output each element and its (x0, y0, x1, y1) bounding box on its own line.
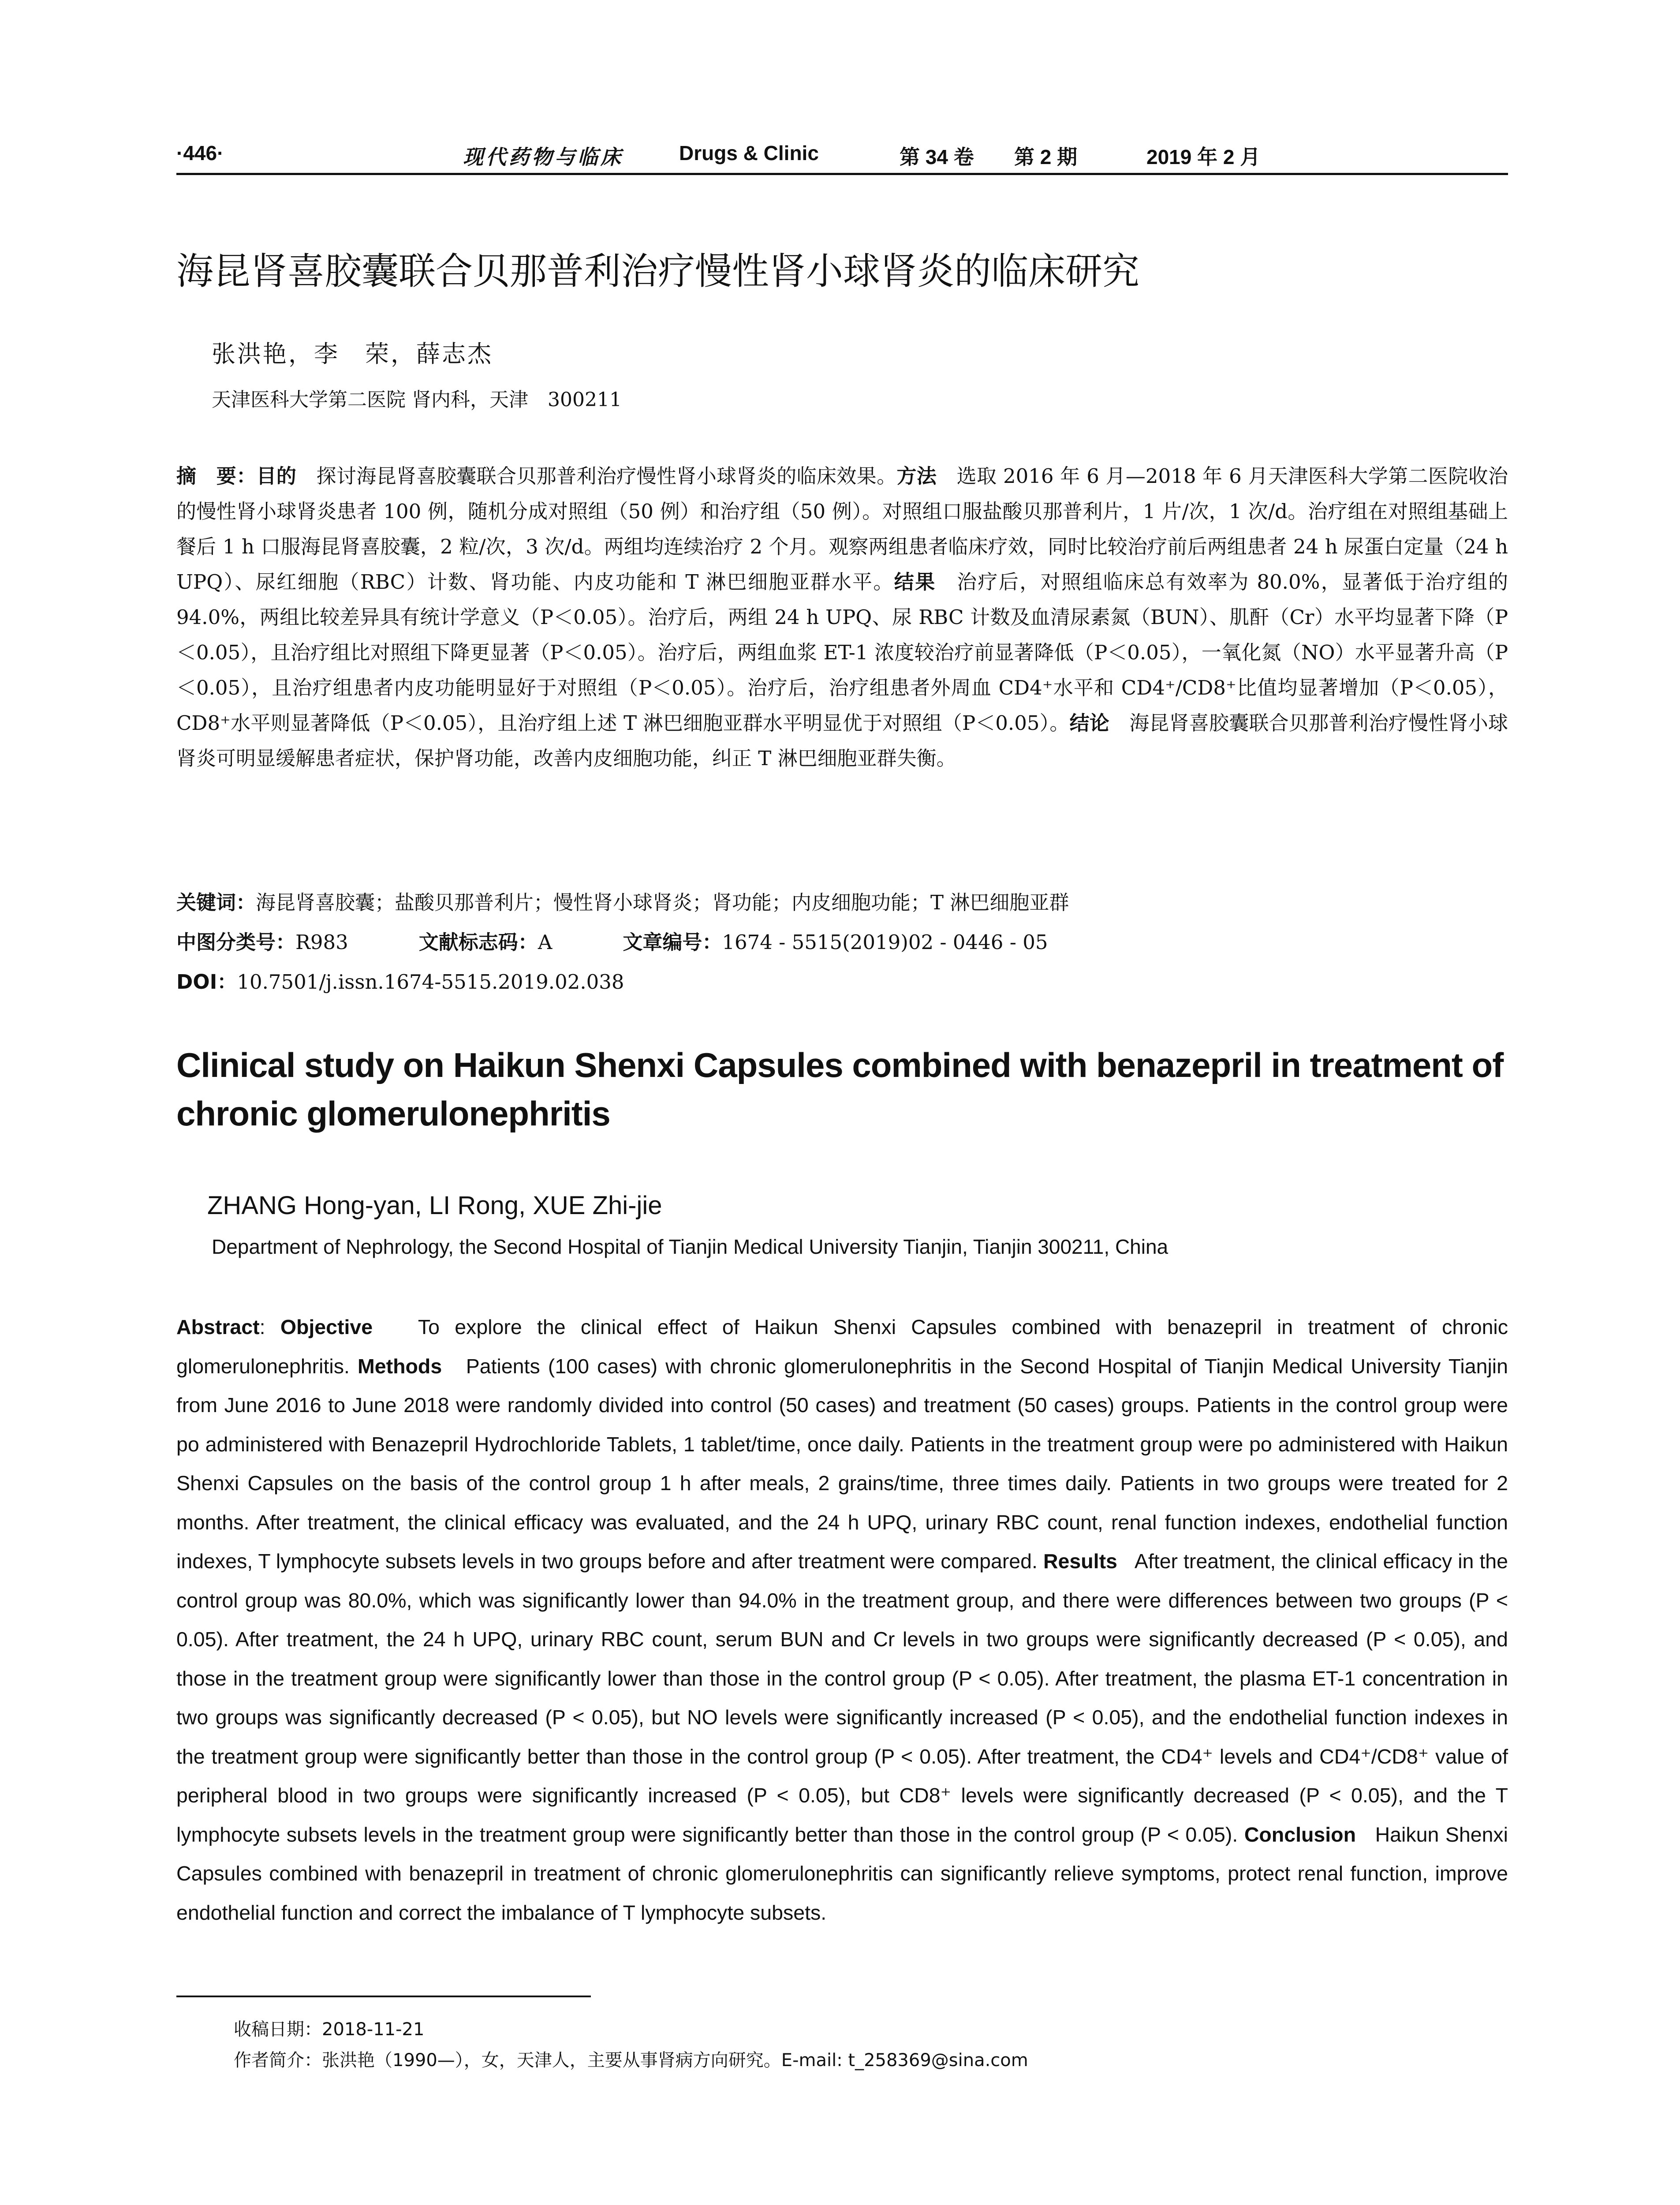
doi-link[interactable]: 10.7501/j.issn.1674-5515.2019.02.038 (237, 970, 624, 994)
article-no-value: 1674 - 5515(2019)02 - 0446 - 05 (722, 931, 1048, 954)
affiliation-cn: 天津医科大学第二医院 肾内科，天津 300211 (212, 389, 622, 411)
journal-name-cn: 现代药物与临床 (463, 145, 623, 169)
authors-cn: 张洪艳，李 荣，薛志杰 (212, 340, 493, 368)
affiliation-en: Department of Nephrology, the Second Hospital of Tianjin Medical University Tianjin, Tianjin 300211, China (212, 1235, 1169, 1258)
conclusion-cn-text: 海昆肾喜胶囊联合贝那普利治疗慢性肾小球肾炎可明显缓解患者症状，保护肾功能，改善内皮细胞功能，纠正 T 淋巴细胞亚群失衡。 (176, 711, 1508, 770)
author-bio: 作者简介：张洪艳（1990—），女，天津人，主要从事肾病方向研究。E-mail: t_258369@sina.com (234, 2050, 1028, 2070)
conclusion-cn-label: 结论 (1069, 711, 1110, 735)
conclusion-en-text: Haikun Shenxi Capsules combined with benazepril in treatment of chronic glomerulonephritis can significantly relieve symptoms, protect renal function, improve endothelial function and correct the imbalance of T lymphocyte subsets. (176, 1823, 1508, 1924)
results-cn-text: 治疗后，对照组临床总有效率为 80.0%，显著低于治疗组的 94.0%，两组比较差异具有统计学意义（P＜0.05）。治疗后，两组 24 h UPQ、尿 RBC 计数及血清尿素氮（BUN）、肌酐（Cr）水平均显著下降（P＜0.05），且治疗组比对照组下降更显著（P＜0.05）。治疗后，两组血浆 ET-1 浓度较治疗前显著降低（P＜0.05），一氧化氮（NO）水平显著升高（P＜0.05），且治疗组患者内皮功能明显好于对照组（P＜0.05）。治疗后，治疗组患者外周血 CD4⁺水平和 CD4⁺/CD8⁺比值均显著增加（P＜0.05），CD8⁺水平则显著降低（P＜0.05），且治疗组上述 T 淋巴细胞亚群水平明显优于对照组（P＜0.05）。 (176, 570, 1508, 735)
objective-en-text: To explore the clinical effect of Haikun Shenxi Capsules combined with benazepril in treatment of chronic glomerulonephritis. (176, 1316, 1508, 1378)
clc-label: 中图分类号： (176, 931, 296, 954)
abstract-en: Abstract: Objective To explore the clinical effect of Haikun Shenxi Capsules combined with benazepril in treatment of chronic glomerulonephritis. Methods Patients (100 cases) with chronic glomerulonephritis in the Second Hospital of Tianjin Medical University Tianjin from June 2016 to June 2018 were randomly divided into control (50 cases) and treatment (50 cases) groups. Patients in the control group were po administered with Benazepril Hydrochloride Tablets, 1 tablet/time, once daily. Patients in the treatment group were po administered with Haikun Shenxi Capsules on the basis of the control group 1 h after meals, 2 grains/time, three times daily. Patients in two groups were treated for 2 months. After treatment, the clinical efficacy was evaluated, and the 24 h UPQ, urinary RBC count, renal function indexes, endothelial function indexes, T lymphocyte subsets levels in two groups before and after treatment were compared. Results After treatment, the clinical efficacy in the control group was 80.0%, which was significantly lower than 94.0% in the treatment group, and there were differences between two groups (P < 0.05). After treatment, the 24 h UPQ, urinary RBC count, serum BUN and Cr levels in two groups were significantly decreased (P < 0.05), and those in the treatment group were significantly lower than those in the control group (P < 0.05). After treatment, the plasma ET-1 concentration in two groups was significantly decreased (P < 0.05), but NO levels were significantly increased (P < 0.05), and the endothelial function indexes in the treatment group were significantly better than those in the control group (P < 0.05). After treatment, the CD4⁺ levels and CD4⁺/CD8⁺ value of peripheral blood in two groups were significantly increased (P < 0.05), but CD8⁺ levels were significantly decreased (P < 0.05), and the T lymphocyte subsets levels in the treatment group were significantly better than those in the control group (P < 0.05). Conclusion Haikun Shenxi Capsules combined with benazepril in treatment of chronic glomerulonephritis can significantly relieve symptoms, protect renal function, improve endothelial function and correct the imbalance of T lymphocyte subsets. (176, 1316, 1508, 1924)
page-number: ·446· (176, 142, 224, 164)
abstract-cn (176, 459, 1508, 776)
title-en: Clinical study on Haikun Shenxi Capsules combined with benazepril in treatment of chronic glomerulonephritis (176, 1046, 1504, 1133)
footnote-divider (176, 1996, 591, 1997)
methods-en-label: Methods (358, 1354, 442, 1378)
received-date: 收稿日期：2018-11-21 (234, 2019, 425, 2040)
journal-name-en: Drugs & Clinic (679, 142, 819, 164)
doc-code-label: 文献标志码： (418, 931, 538, 954)
clc-value: R983 (295, 931, 348, 954)
methods-cn-label: 方法 (896, 464, 937, 488)
results-en-text: After treatment, the clinical efficacy in the control group was 80.0%, which was significantly lower than 94.0% in the treatment group, and there were differences between two groups (P < 0.05). After treatment, the 24 h UPQ, urinary RBC count, serum BUN and Cr levels in two groups were significantly decreased (P < 0.05), and those in the treatment group were significantly lower than those in the control group (P < 0.05). After treatment, the plasma ET-1 concentration in two groups was significantly decreased (P < 0.05), but NO levels were significantly increased (P < 0.05), and the endothelial function indexes in the treatment group were significantly better than those in the control group (P < 0.05). After treatment, the CD4⁺ levels and CD4⁺/CD8⁺ value of peripheral blood in two groups were significantly increased (P < 0.05), but CD8⁺ levels were significantly decreased (P < 0.05), and the T lymphocyte subsets levels in the treatment group were significantly better than those in the control group (P < 0.05). (176, 1550, 1508, 1846)
title-cn: 海昆肾喜胶囊联合贝那普利治疗慢性肾小球肾炎的临床研究 (176, 250, 1140, 293)
issue: 第 2 期 (1014, 146, 1078, 168)
volume: 第 34 卷 (900, 146, 974, 168)
objective-cn-label: 目的 (256, 464, 297, 488)
results-cn-label: 结果 (894, 570, 936, 594)
doc-code-value: A (538, 931, 553, 954)
objective-en-label: Objective (280, 1316, 373, 1338)
classification-line (176, 926, 1048, 955)
keywords-cn (176, 886, 1069, 915)
running-header (176, 141, 1508, 175)
methods-en-text: Patients (100 cases) with chronic glomerulonephritis in the Second Hospital of Tianjin Medical University Tianjin from June 2016 to June 2018 were randomly divided into control (50 cases) and treatment (50 cases) groups. Patients in the control group were po administered with Benazepril Hydrochloride Tablets, 1 tablet/time, once daily. Patients in the treatment group were po administered with Haikun Shenxi Capsules on the basis of the control group 1 h after meals, 2 grains/time, three times daily. Patients in two groups were treated for 2 months. After treatment, the clinical efficacy was evaluated, and the 24 h UPQ, urinary RBC count, renal function indexes, endothelial function indexes, T lymphocyte subsets levels in two groups before and after treatment were compared. (176, 1354, 1508, 1573)
conclusion-en-label: Conclusion (1244, 1823, 1356, 1846)
doi-line (176, 966, 624, 994)
abstract-cn-label: 摘 要： (176, 464, 257, 488)
keywords-cn-label: 关键词： (176, 891, 256, 914)
methods-cn-text: 选取 2016 年 6 月—2018 年 6 月天津医科大学第二医院收治的慢性肾小球肾炎患者 100 例，随机分成对照组（50 例）和治疗组（50 例）。对照组口服盐酸贝那普利片，1 片/次，1 次/d。治疗组在对照组基础上餐后 1 h 口服海昆肾喜胶囊，2 粒/次，3 次/d。两组均连续治疗 2 个月。观察两组患者临床疗效，同时比较治疗前后两组患者 24 h 尿蛋白定量（24 h UPQ）、尿红细胞（RBC）计数、肾功能、内皮功能和 T 淋巴细胞亚群水平。 (176, 464, 1508, 594)
objective-cn-text: 探讨海昆肾喜胶囊联合贝那普利治疗慢性肾小球肾炎的临床效果。 (296, 464, 897, 488)
article-no-label: 文章编号： (623, 931, 722, 954)
authors-en: ZHANG Hong-yan, LI Rong, XUE Zhi-jie (207, 1191, 662, 1220)
results-en-label: Results (1043, 1550, 1117, 1573)
doi-label: DOI： (176, 970, 237, 994)
issue-date: 2019 年 2 月 (1146, 146, 1261, 168)
abstract-en-label: Abstract (176, 1316, 260, 1338)
keywords-cn-text: 海昆肾喜胶囊；盐酸贝那普利片；慢性肾小球肾炎；肾功能；内皮细胞功能；T 淋巴细胞亚群 (256, 891, 1069, 914)
